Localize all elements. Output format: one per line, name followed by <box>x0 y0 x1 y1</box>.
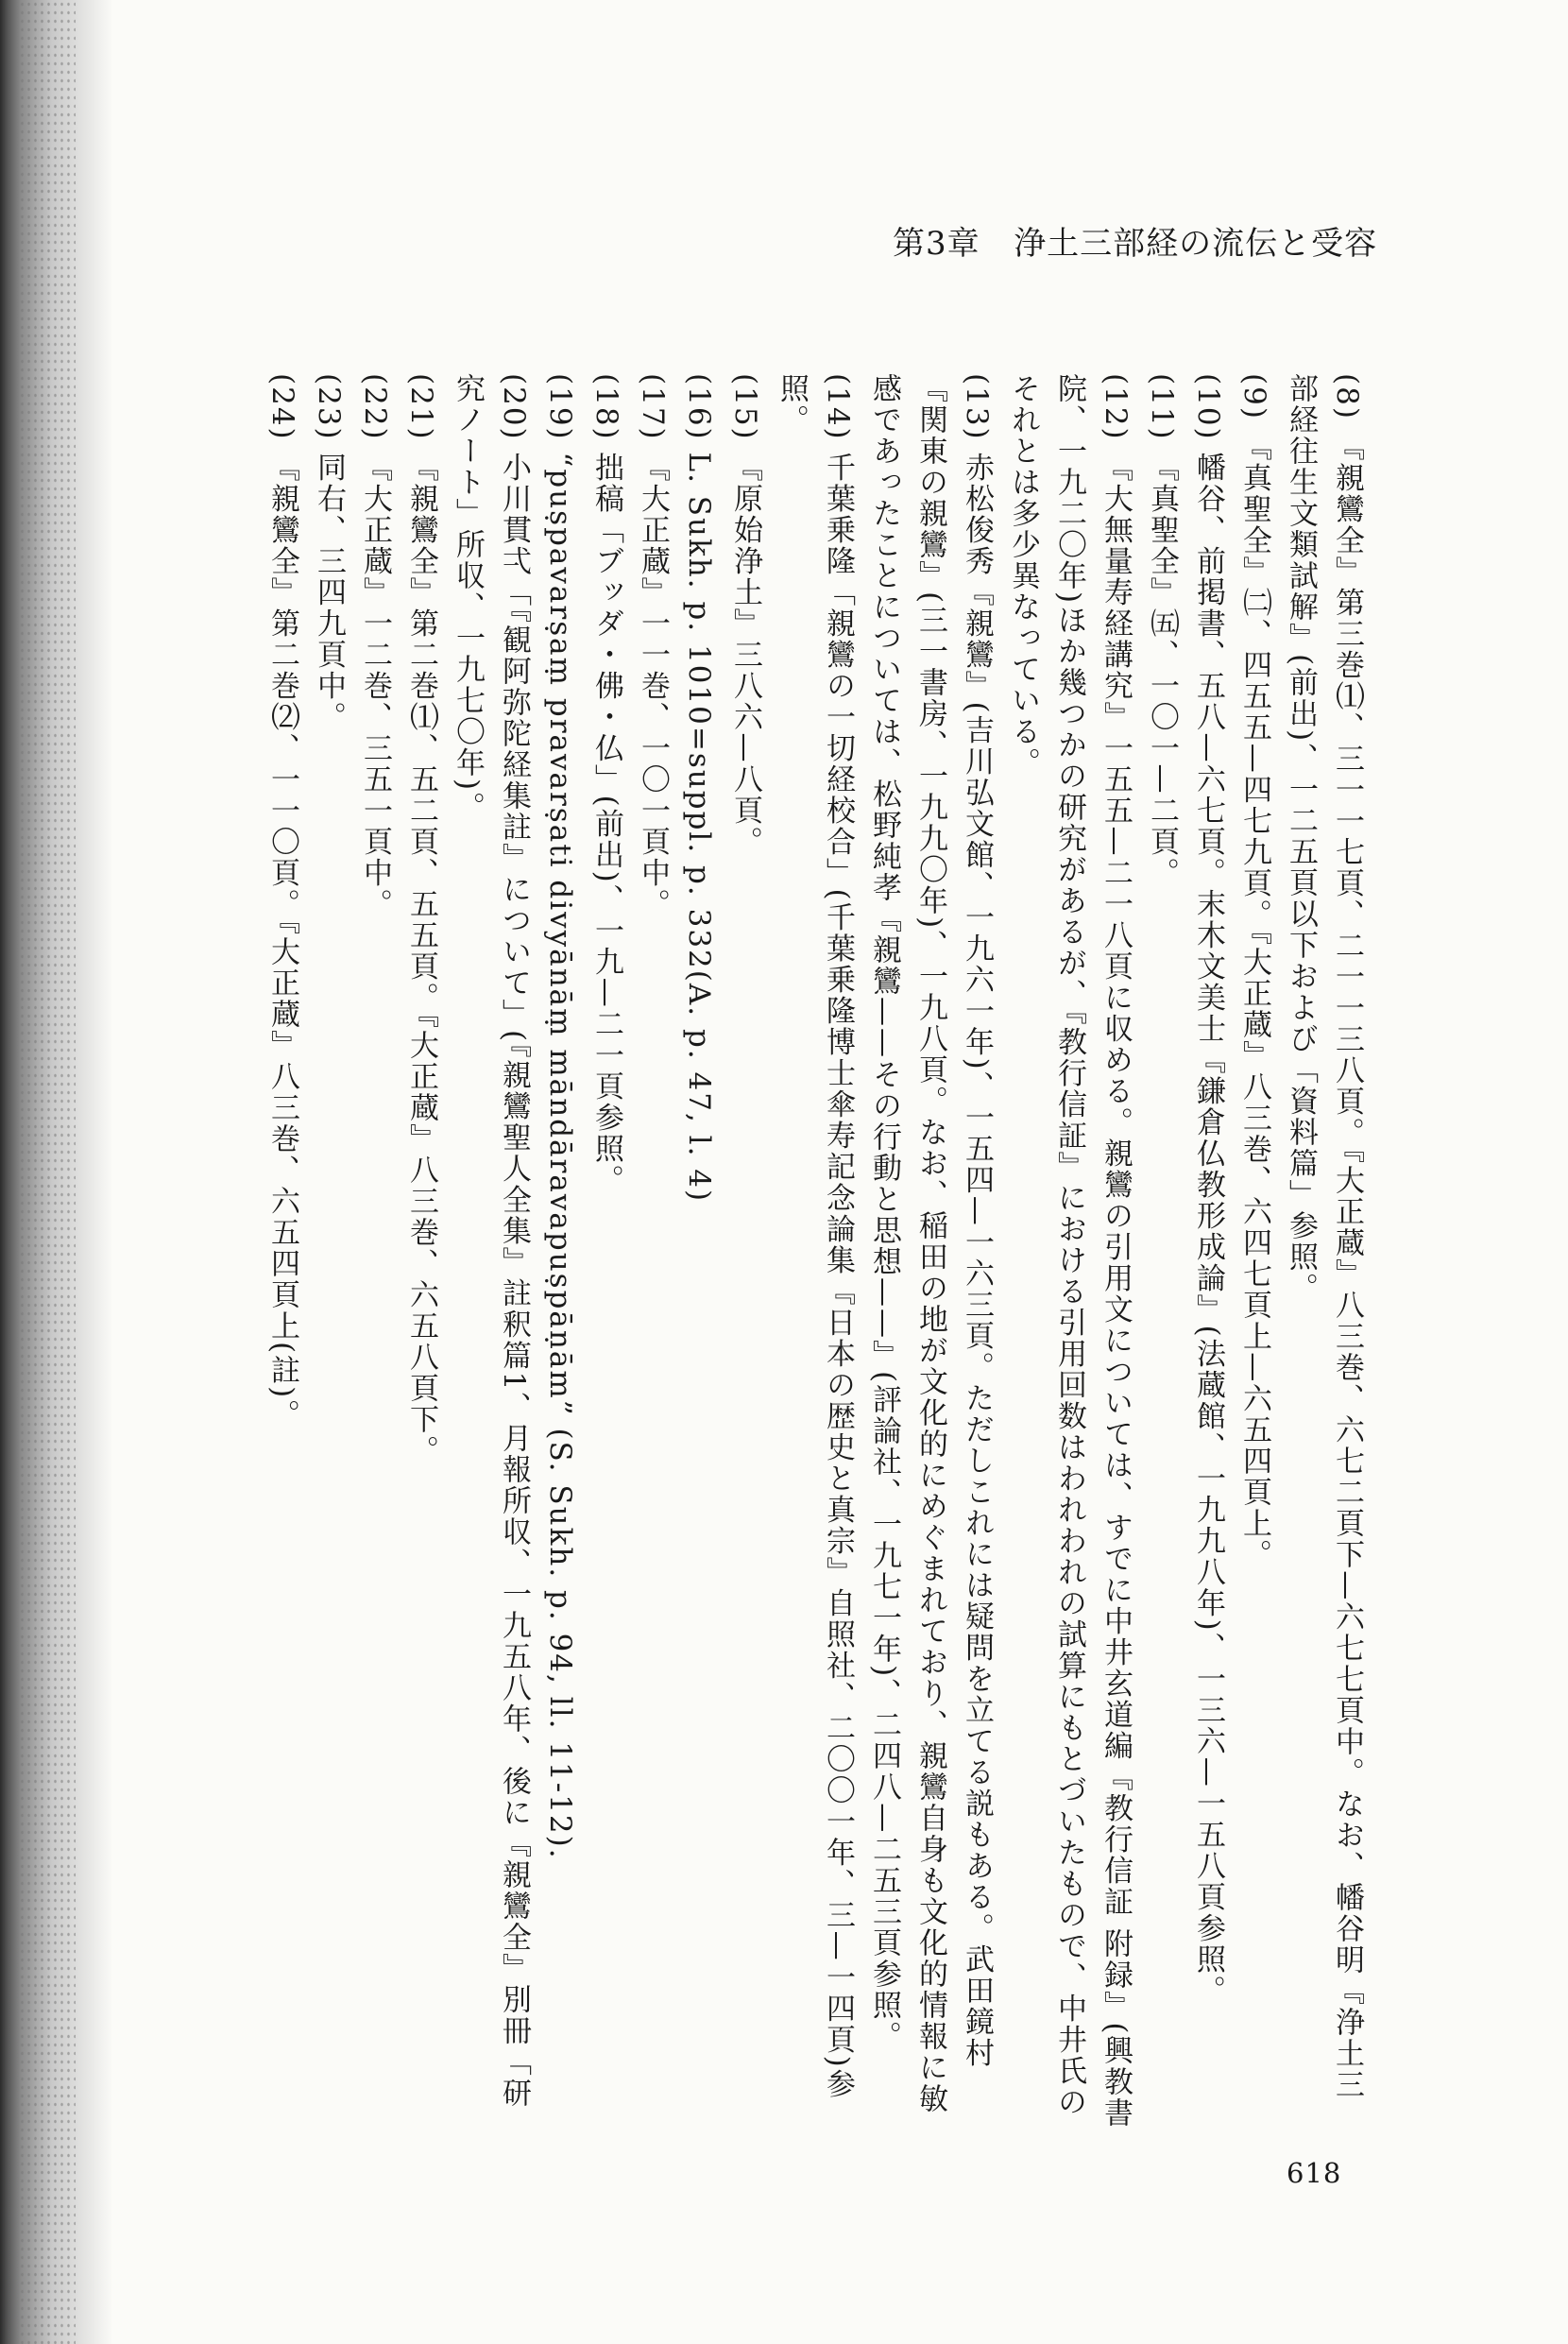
endnote-number: (22) <box>358 373 392 441</box>
page-number: 618 <box>1287 2157 1342 2189</box>
endnote <box>861 373 999 2130</box>
endnote-text: 『親鸞全』第二巻⑴、五二頁、五五頁。『大正蔵』八三巻、六五八頁下。 <box>404 452 438 1466</box>
endnote <box>1277 373 1370 2130</box>
endnotes-column <box>161 373 1370 2130</box>
endnote-text: 『大正蔵』一二巻、三五一頁中。 <box>358 452 392 920</box>
endnote-text: 『大正蔵』一一巻、一〇一頁中。 <box>636 452 670 920</box>
endnote-text: 小川貫弌「『観阿弥陀経集註』について」(『親鸞聖人全集』註釈篇1、月報所収、一九五八年、後に『親鸞全』別冊「研究ノート」所収、一九七〇年)。 <box>451 373 531 2110</box>
endnote <box>305 373 351 2130</box>
endnote-text: 『真聖全』㈡、四五五—四七九頁。『大正蔵』八三巻、六四七頁上—六五四頁上。 <box>1237 431 1271 1571</box>
endnote-number: (9) <box>1237 373 1271 420</box>
endnote <box>1138 373 1185 2130</box>
endnote <box>444 373 537 2130</box>
endnote-number: (23) <box>312 373 346 441</box>
endnote <box>675 373 722 2130</box>
endnote-number: (21) <box>404 373 438 441</box>
endnote-number: (10) <box>1191 373 1225 441</box>
endnote-text: 『親鸞全』第三巻⑴、三一一七頁、二一一三八頁。『大正蔵』八三巻、六七二頁下—六七七頁中。なお、幡谷明『浄土三部経往生文類試解』(前出)、一二五頁以下および「資料篇」参照。 <box>1284 373 1364 2101</box>
endnote <box>1231 373 1277 2130</box>
endnote <box>629 373 675 2130</box>
running-header <box>893 217 1377 264</box>
endnote-number: (11) <box>1145 373 1179 441</box>
endnote-text: 同右、三四九頁中。 <box>312 452 346 733</box>
endnote-text: 赤松俊秀『親鸞』(吉川弘文館、一九六一年)、一五四—一六三頁。ただしこれには疑問を立てる説もある。武田鏡村『関東の親鸞』(三一書房、一九九〇年)、一九八頁。なお、稲田の地が文化的にめぐまれており、親鸞自身も文化的情報に敏感であったことについては、松野純孝『親鸞——その行動と思想——』(評論社、一九七一年)、二四八—二五三頁参照。 <box>867 373 994 2115</box>
endnote-number: (14) <box>821 373 855 441</box>
endnote-number: (19) <box>543 373 577 441</box>
endnote <box>583 373 629 2130</box>
endnote-text: 『真聖全』㈤、一〇一—二頁。 <box>1145 452 1179 889</box>
chapter-title: 浄土三部経の流伝と受容 <box>1014 225 1378 263</box>
endnote-number: (18) <box>589 373 623 441</box>
endnote-number: (15) <box>728 373 762 441</box>
endnote <box>537 373 583 2130</box>
endnote-text: L. Sukh. p. 1010=suppl. p. 332(A. p. 47, l. 4) <box>682 452 716 1204</box>
endnote-text: 千葉乗隆「親鸞の一切経校合」(千葉乗隆博士傘寿記念論集『日本の歴史と真宗』自照社、二〇〇一年、三—一四頁)参照。 <box>775 373 855 2100</box>
endnote <box>398 373 444 2130</box>
endnote-number: (20) <box>497 373 531 441</box>
endnote-text: 幡谷、前掲書、五八—六七頁。末木文美士『鎌倉仏教形成論』(法蔵館、一九九八年)、一三六—一五八頁参照。 <box>1191 452 1225 2007</box>
endnote-text: 『原始浄土』三八六—八頁。 <box>728 452 762 858</box>
endnote-text: 拙稿「ブッダ・佛・仏」(前出)、一九—二一頁参照。 <box>589 452 623 1196</box>
endnote-number: (12) <box>1099 373 1133 441</box>
endnote <box>768 373 861 2130</box>
chapter-number: 第3章 <box>893 225 980 263</box>
endnote-number: (16) <box>682 373 716 441</box>
scan-noise <box>19 0 76 2344</box>
endnote <box>351 373 398 2130</box>
endnote-number: (13) <box>960 373 994 441</box>
endnote-text: “puṣpavarṣaṃ pravarṣati divyānāṃ māndāravapuṣpāṇām” (S. Sukh. p. 94, ll. 11-12). <box>543 452 577 1860</box>
endnote <box>999 373 1138 2130</box>
endnote-number: (24) <box>265 373 299 441</box>
endnote <box>1185 373 1231 2130</box>
endnote-text: 『親鸞全』第二巻⑵、一一〇頁。『大正蔵』八三巻、六五四頁上(註)。 <box>265 452 299 1431</box>
endnote-text: 『大無量寿経講究』一五五—二一八頁に収める。親鸞の引用文については、すでに中井玄道編『教行信証 附録』(興教書院、一九二〇年)ほか幾つかの研究があるが、『教行信証』における引用回数はわれわれの試算にもとづいたもので、中井氏のそれとは多少異なっている。 <box>1006 373 1133 2130</box>
endnote <box>259 373 305 2130</box>
endnote-number: (8) <box>1330 373 1364 420</box>
endnote <box>722 373 768 2130</box>
endnote-number: (17) <box>636 373 670 441</box>
